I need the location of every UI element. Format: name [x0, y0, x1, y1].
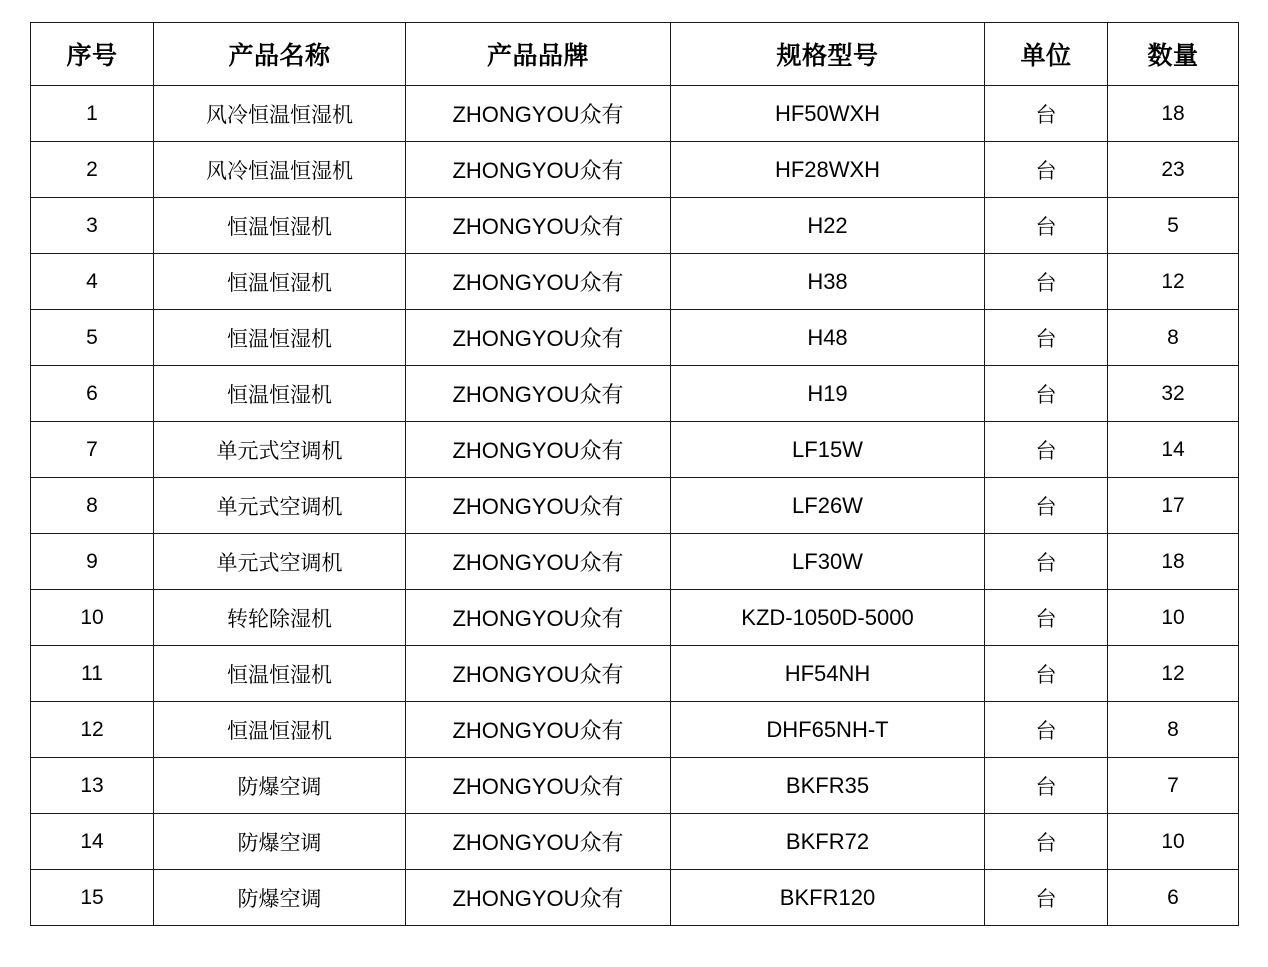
column-header-unit: 单位 [985, 23, 1108, 86]
table-header-row [31, 23, 1239, 86]
cell-model: HF50WXH [671, 86, 985, 142]
cell-model: BKFR35 [671, 758, 985, 814]
cell-index: 12 [31, 702, 154, 758]
table-row [31, 198, 1239, 254]
cell-unit: 台 [985, 254, 1108, 310]
cell-product-name: 恒温恒湿机 [154, 254, 406, 310]
cell-brand: ZHONGYOU众有 [406, 534, 671, 590]
cell-model: H19 [671, 366, 985, 422]
cell-product-name: 恒温恒湿机 [154, 646, 406, 702]
cell-product-name: 恒温恒湿机 [154, 366, 406, 422]
cell-unit: 台 [985, 870, 1108, 926]
cell-model: DHF65NH-T [671, 702, 985, 758]
table-row [31, 310, 1239, 366]
cell-product-name: 防爆空调 [154, 870, 406, 926]
cell-unit: 台 [985, 534, 1108, 590]
table-header [31, 23, 1239, 86]
cell-product-name: 防爆空调 [154, 758, 406, 814]
cell-quantity: 32 [1108, 366, 1239, 422]
table-row [31, 366, 1239, 422]
cell-product-name: 防爆空调 [154, 814, 406, 870]
cell-product-name: 恒温恒湿机 [154, 198, 406, 254]
cell-brand: ZHONGYOU众有 [406, 86, 671, 142]
column-header-brand: 产品品牌 [406, 23, 671, 86]
cell-unit: 台 [985, 646, 1108, 702]
cell-model: BKFR120 [671, 870, 985, 926]
cell-quantity: 14 [1108, 422, 1239, 478]
cell-brand: ZHONGYOU众有 [406, 646, 671, 702]
table-row [31, 534, 1239, 590]
column-header-product-name: 产品名称 [154, 23, 406, 86]
cell-product-name: 单元式空调机 [154, 478, 406, 534]
cell-index: 13 [31, 758, 154, 814]
cell-brand: ZHONGYOU众有 [406, 198, 671, 254]
cell-unit: 台 [985, 86, 1108, 142]
cell-brand: ZHONGYOU众有 [406, 142, 671, 198]
cell-model: LF15W [671, 422, 985, 478]
cell-index: 3 [31, 198, 154, 254]
table-row [31, 254, 1239, 310]
cell-quantity: 8 [1108, 310, 1239, 366]
cell-unit: 台 [985, 590, 1108, 646]
cell-index: 10 [31, 590, 154, 646]
cell-product-name: 恒温恒湿机 [154, 310, 406, 366]
table-row [31, 702, 1239, 758]
table-row [31, 646, 1239, 702]
column-header-index: 序号 [31, 23, 154, 86]
cell-index: 11 [31, 646, 154, 702]
table-row [31, 142, 1239, 198]
cell-index: 8 [31, 478, 154, 534]
table-row [31, 86, 1239, 142]
cell-brand: ZHONGYOU众有 [406, 814, 671, 870]
cell-unit: 台 [985, 198, 1108, 254]
table-row [31, 814, 1239, 870]
cell-quantity: 8 [1108, 702, 1239, 758]
cell-quantity: 12 [1108, 646, 1239, 702]
cell-quantity: 23 [1108, 142, 1239, 198]
cell-brand: ZHONGYOU众有 [406, 478, 671, 534]
cell-product-name: 单元式空调机 [154, 534, 406, 590]
cell-model: BKFR72 [671, 814, 985, 870]
cell-product-name: 风冷恒温恒湿机 [154, 142, 406, 198]
cell-brand: ZHONGYOU众有 [406, 366, 671, 422]
column-header-model: 规格型号 [671, 23, 985, 86]
cell-index: 4 [31, 254, 154, 310]
cell-quantity: 18 [1108, 534, 1239, 590]
cell-unit: 台 [985, 758, 1108, 814]
cell-unit: 台 [985, 422, 1108, 478]
cell-quantity: 7 [1108, 758, 1239, 814]
cell-brand: ZHONGYOU众有 [406, 310, 671, 366]
cell-index: 14 [31, 814, 154, 870]
cell-unit: 台 [985, 310, 1108, 366]
cell-unit: 台 [985, 478, 1108, 534]
cell-brand: ZHONGYOU众有 [406, 758, 671, 814]
table-row [31, 758, 1239, 814]
cell-unit: 台 [985, 366, 1108, 422]
table-row [31, 590, 1239, 646]
cell-quantity: 10 [1108, 590, 1239, 646]
cell-model: H38 [671, 254, 985, 310]
product-spec-table [30, 22, 1239, 926]
cell-quantity: 6 [1108, 870, 1239, 926]
cell-quantity: 12 [1108, 254, 1239, 310]
column-header-quantity: 数量 [1108, 23, 1239, 86]
cell-model: H22 [671, 198, 985, 254]
cell-unit: 台 [985, 814, 1108, 870]
cell-index: 5 [31, 310, 154, 366]
table-body [31, 86, 1239, 926]
cell-brand: ZHONGYOU众有 [406, 590, 671, 646]
cell-index: 1 [31, 86, 154, 142]
cell-index: 15 [31, 870, 154, 926]
cell-unit: 台 [985, 702, 1108, 758]
cell-model: H48 [671, 310, 985, 366]
table-row [31, 422, 1239, 478]
cell-model: HF54NH [671, 646, 985, 702]
cell-quantity: 18 [1108, 86, 1239, 142]
cell-brand: ZHONGYOU众有 [406, 702, 671, 758]
cell-index: 9 [31, 534, 154, 590]
cell-product-name: 转轮除湿机 [154, 590, 406, 646]
cell-model: LF26W [671, 478, 985, 534]
cell-index: 7 [31, 422, 154, 478]
cell-brand: ZHONGYOU众有 [406, 254, 671, 310]
cell-quantity: 17 [1108, 478, 1239, 534]
cell-quantity: 10 [1108, 814, 1239, 870]
cell-index: 2 [31, 142, 154, 198]
cell-brand: ZHONGYOU众有 [406, 422, 671, 478]
cell-product-name: 风冷恒温恒湿机 [154, 86, 406, 142]
cell-model: HF28WXH [671, 142, 985, 198]
cell-model: KZD-1050D-5000 [671, 590, 985, 646]
cell-product-name: 恒温恒湿机 [154, 702, 406, 758]
cell-model: LF30W [671, 534, 985, 590]
cell-index: 6 [31, 366, 154, 422]
cell-product-name: 单元式空调机 [154, 422, 406, 478]
table-row [31, 478, 1239, 534]
cell-unit: 台 [985, 142, 1108, 198]
cell-quantity: 5 [1108, 198, 1239, 254]
cell-brand: ZHONGYOU众有 [406, 870, 671, 926]
table-row [31, 870, 1239, 926]
